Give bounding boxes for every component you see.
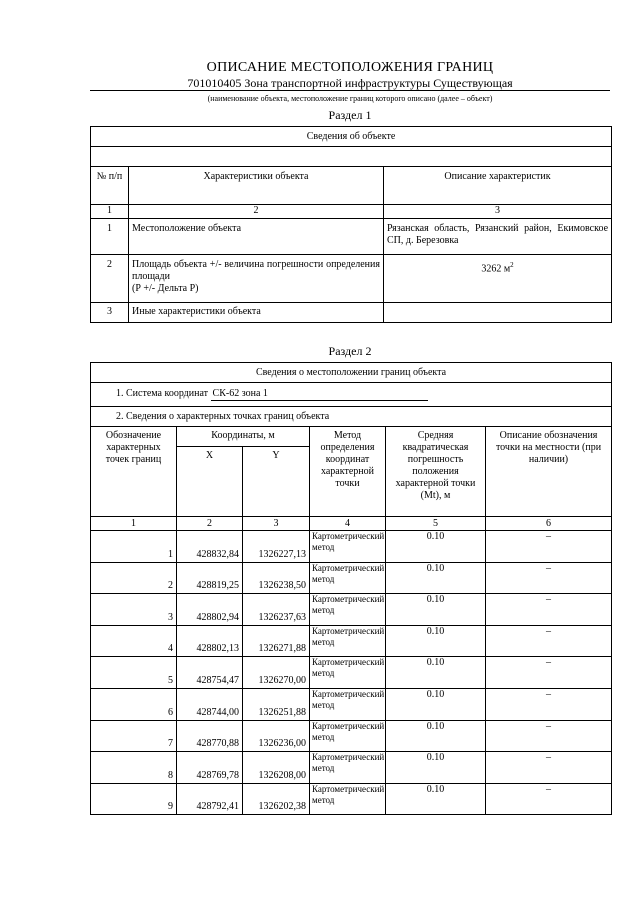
area-value: 3262 м <box>481 263 511 275</box>
point-number: 9 <box>91 783 177 815</box>
point-y: 1326208,00 <box>243 752 310 784</box>
row-number: 3 <box>91 303 129 323</box>
table-row <box>91 562 612 594</box>
table-row <box>91 594 612 626</box>
col-designation-header: Обозначение характерных точек границ <box>91 427 177 517</box>
table-row <box>91 219 612 255</box>
points-label: 2. Сведения о характерных точках границ объекта <box>91 407 612 427</box>
object-name: 701010405 Зона транспортной инфраструктуры Существующая <box>90 76 610 91</box>
point-x: 428770,88 <box>177 720 243 752</box>
point-desc: – <box>486 562 612 594</box>
col-x-header: X <box>177 447 243 517</box>
point-desc: – <box>486 625 612 657</box>
coord-system-value: СК-62 зона 1 <box>211 388 428 401</box>
point-desc: – <box>486 531 612 563</box>
table-row <box>91 255 612 303</box>
col-index: 2 <box>129 205 384 219</box>
point-desc: – <box>486 594 612 626</box>
point-mt: 0.10 <box>386 688 486 720</box>
col-index: 1 <box>91 205 129 219</box>
col-index: 5 <box>386 517 486 531</box>
point-y: 1326251,88 <box>243 688 310 720</box>
table-row <box>91 657 612 689</box>
point-y: 1326270,00 <box>243 657 310 689</box>
col-y-header: Y <box>243 447 310 517</box>
point-x: 428832,84 <box>177 531 243 563</box>
point-y: 1326227,13 <box>243 531 310 563</box>
coord-system-row <box>91 383 612 407</box>
row-char: Местоположение объекта <box>129 219 384 255</box>
col-num-header: № п/п <box>91 167 129 205</box>
point-number: 7 <box>91 720 177 752</box>
point-desc: – <box>486 752 612 784</box>
row-char: Иные характеристики объекта <box>129 303 384 323</box>
point-number: 8 <box>91 752 177 784</box>
section1-label: Раздел 1 <box>328 108 372 122</box>
table-row <box>91 752 612 784</box>
col-char-header: Характеристики объекта <box>129 167 384 205</box>
point-mt: 0.10 <box>386 752 486 784</box>
point-mt: 0.10 <box>386 783 486 815</box>
point-number: 4 <box>91 625 177 657</box>
document-header <box>90 60 610 104</box>
point-desc: – <box>486 783 612 815</box>
point-y: 1326238,50 <box>243 562 310 594</box>
point-x: 428754,47 <box>177 657 243 689</box>
point-y: 1326202,38 <box>243 783 310 815</box>
point-method: Картометрический метод <box>310 594 386 626</box>
row-number: 2 <box>91 255 129 303</box>
row-desc: Рязанская область, Рязанский район, Екимовское СП, д. Березовка <box>384 219 612 255</box>
point-method: Картометрический метод <box>310 625 386 657</box>
point-method: Картометрический метод <box>310 688 386 720</box>
point-x: 428802,94 <box>177 594 243 626</box>
point-desc: – <box>486 688 612 720</box>
document-title: ОПИСАНИЕ МЕСТОПОЛОЖЕНИЯ ГРАНИЦ <box>206 60 494 75</box>
point-mt: 0.10 <box>386 625 486 657</box>
col-point-desc-header: Описание обозначения точки на местности (при наличии) <box>486 427 612 517</box>
row-char <box>129 255 384 303</box>
col-error-header: Средняя квадратическая погрешность положения характерной точки (Mt), м <box>386 427 486 517</box>
point-method: Картометрический метод <box>310 752 386 784</box>
object-info-table <box>90 126 612 323</box>
point-x: 428769,78 <box>177 752 243 784</box>
col-coords-header: Координаты, м <box>177 427 310 447</box>
point-method: Картометрический метод <box>310 531 386 563</box>
point-method: Картометрический метод <box>310 720 386 752</box>
row-number: 1 <box>91 219 129 255</box>
point-y: 1326271,88 <box>243 625 310 657</box>
coord-system-label: 1. Система координат <box>116 388 209 399</box>
point-number: 6 <box>91 688 177 720</box>
table-row <box>91 531 612 563</box>
point-x: 428802,13 <box>177 625 243 657</box>
point-method: Картометрический метод <box>310 783 386 815</box>
col-desc-header: Описание характеристик <box>384 167 612 205</box>
row-desc <box>384 303 612 323</box>
col-index: 2 <box>177 517 243 531</box>
point-mt: 0.10 <box>386 720 486 752</box>
col-index: 3 <box>384 205 612 219</box>
point-mt: 0.10 <box>386 531 486 563</box>
col-index: 4 <box>310 517 386 531</box>
row-char-line: Площадь объекта +/- величина погрешности определения площади <box>132 259 380 282</box>
point-mt: 0.10 <box>386 562 486 594</box>
row-char-line: (Р +/- Дельта Р) <box>132 283 199 294</box>
point-method: Картометрический метод <box>310 657 386 689</box>
point-x: 428792,41 <box>177 783 243 815</box>
point-y: 1326236,00 <box>243 720 310 752</box>
point-number: 3 <box>91 594 177 626</box>
table-row <box>91 720 612 752</box>
section2-heading: Сведения о местоположении границ объекта <box>91 363 612 383</box>
point-y: 1326237,63 <box>243 594 310 626</box>
point-number: 1 <box>91 531 177 563</box>
point-mt: 0.10 <box>386 594 486 626</box>
section1-heading: Сведения об объекте <box>91 127 612 147</box>
table-row <box>91 625 612 657</box>
boundary-points-table <box>90 362 612 815</box>
table-row <box>91 303 612 323</box>
blank-row <box>91 147 612 167</box>
section2-label: Раздел 2 <box>328 344 372 358</box>
point-x: 428744,00 <box>177 688 243 720</box>
row-desc <box>384 255 612 303</box>
point-desc: – <box>486 657 612 689</box>
col-index: 3 <box>243 517 310 531</box>
point-desc: – <box>486 720 612 752</box>
point-x: 428819,25 <box>177 562 243 594</box>
col-method-header: Метод определения координат характерной точки <box>310 427 386 517</box>
area-unit-sup: 2 <box>510 261 514 269</box>
object-note: (наименование объекта, местоположение границ которого описано (далее – объект) <box>207 94 493 103</box>
point-number: 2 <box>91 562 177 594</box>
point-number: 5 <box>91 657 177 689</box>
point-method: Картометрический метод <box>310 562 386 594</box>
table-row <box>91 783 612 815</box>
col-index: 1 <box>91 517 177 531</box>
col-index: 6 <box>486 517 612 531</box>
table-row <box>91 688 612 720</box>
point-mt: 0.10 <box>386 657 486 689</box>
